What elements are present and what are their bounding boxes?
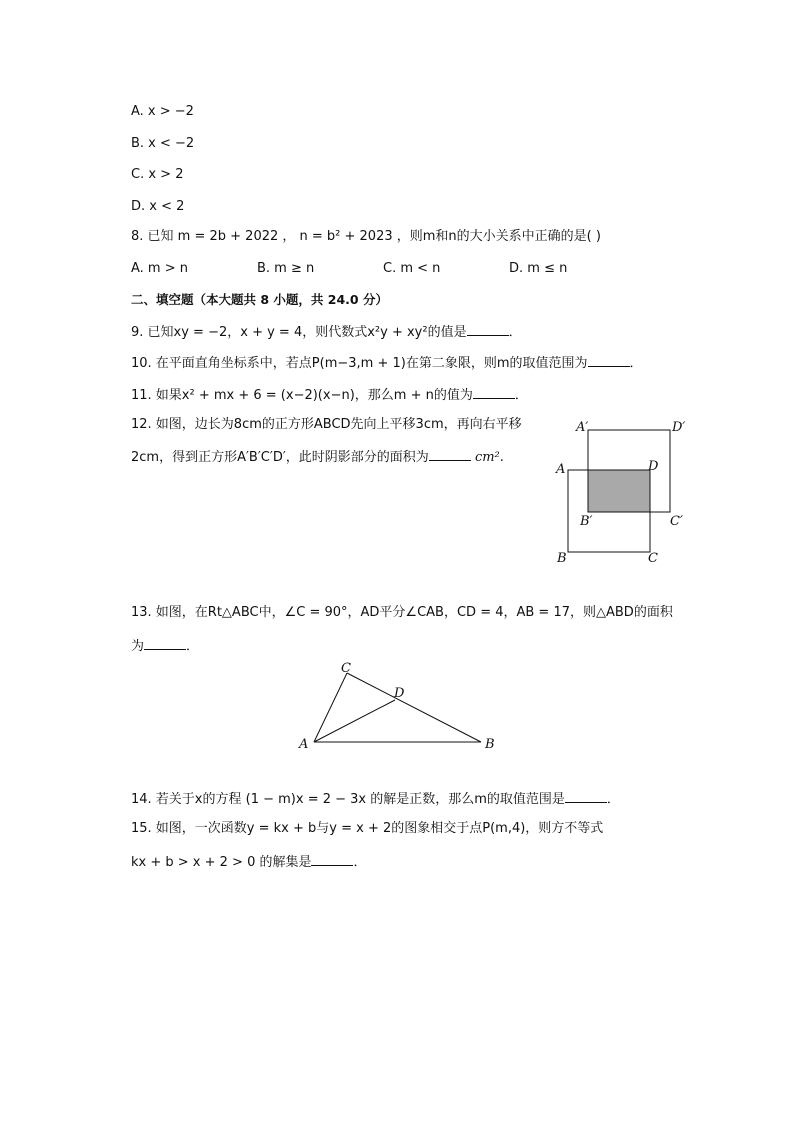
q14-text: 14. 若关于x的方程 (1 − m)x = 2 − 3x 的解是正数，那么m的取值范围是 (131, 792, 565, 807)
q15-period: ． (353, 855, 367, 870)
shaded-overlap-region (588, 470, 650, 512)
q11-text: 11. 如果x² + mx + 6 = (x−2)(x−n)，那么m + n的值为 (131, 388, 473, 403)
section-heading: 二、填空题（本大题共 8 小题，共 24.0 分） (131, 292, 388, 307)
q9-period: ． (508, 325, 522, 340)
label-a: A (556, 462, 566, 477)
q10-text: 10. 在平面直角坐标系中，若点P(m−3,m + 1)在第二象限，则m的取值范围为 (131, 356, 588, 371)
q7-option-d: D. x < 2 (131, 199, 185, 214)
q11-period: ． (514, 388, 528, 403)
label-d-prime: D′ (672, 420, 686, 435)
q15-line2 (131, 852, 367, 872)
label-c-prime: C′ (670, 514, 683, 529)
q7-option-c: C. x > 2 (131, 167, 184, 182)
q13-figure (295, 658, 505, 756)
q8-option-a: A. m > n (131, 261, 188, 276)
segment-ad (314, 700, 395, 742)
label-a: A (299, 737, 309, 752)
q11-question (131, 385, 528, 405)
q13-answer-blank[interactable] (144, 636, 186, 650)
q8-question: 8. 已知 m = 2b + 2022 ， n = b² + 2023 ，则m和n的大小关系中正确的是( ) (131, 229, 601, 244)
q14-question (131, 789, 620, 809)
q8-option-c: C. m < n (383, 261, 441, 276)
segment-ca (314, 673, 347, 742)
q13-text: 为 (131, 639, 145, 654)
label-a-prime: A′ (576, 420, 589, 435)
q14-period: ． (606, 792, 620, 807)
q9-question (131, 322, 522, 342)
q9-text: 9. 已知xy = −2，x + y = 4，则代数式x²y + xy²的值是 (131, 325, 467, 340)
q12-line1: 12. 如图，边长为8cm的正方形ABCD先向上平移3cm，再向右平移 (131, 417, 522, 432)
q13-line1: 13. 如图，在Rt△ABC中，∠C = 90°，AD平分∠CAB，CD = 4，AB = 17，则△ABD的面积 (131, 605, 673, 620)
q12-line2 (131, 447, 504, 467)
q7-option-b: B. x < −2 (131, 136, 195, 151)
q12-answer-blank[interactable] (429, 447, 471, 461)
label-b: B (485, 737, 495, 752)
q15-text: kx + b > x + 2 > 0 的解集是 (131, 855, 312, 870)
segment-cb (347, 673, 481, 742)
q8-option-d: D. m ≤ n (509, 261, 568, 276)
q9-answer-blank[interactable] (467, 322, 509, 336)
q12-text: 2cm，得到正方形A′B′C′D′，此时阴影部分的面积为 (131, 450, 429, 465)
q15-answer-blank[interactable] (311, 852, 353, 866)
q13-period: ． (186, 639, 200, 654)
q10-period: ． (629, 356, 643, 371)
q13-line2 (131, 636, 199, 656)
q12-unit: cm². (474, 450, 504, 465)
label-c: C (648, 551, 658, 566)
q15-line1: 15. 如图，一次函数y = kx + b与y = x + 2的图象相交于点P(m,4)，则方不等式 (131, 821, 604, 836)
q11-answer-blank[interactable] (473, 385, 515, 399)
q7-option-a: A. x > −2 (131, 104, 194, 119)
label-d: D (648, 459, 659, 474)
q10-question (131, 353, 643, 373)
q8-option-b: B. m ≥ n (257, 261, 315, 276)
label-c: C (341, 661, 351, 676)
q10-answer-blank[interactable] (588, 353, 630, 367)
label-d: D (394, 686, 405, 701)
q12-figure (550, 415, 700, 575)
label-b-prime: B′ (580, 514, 593, 529)
q14-answer-blank[interactable] (565, 789, 607, 803)
label-b: B (557, 551, 567, 566)
